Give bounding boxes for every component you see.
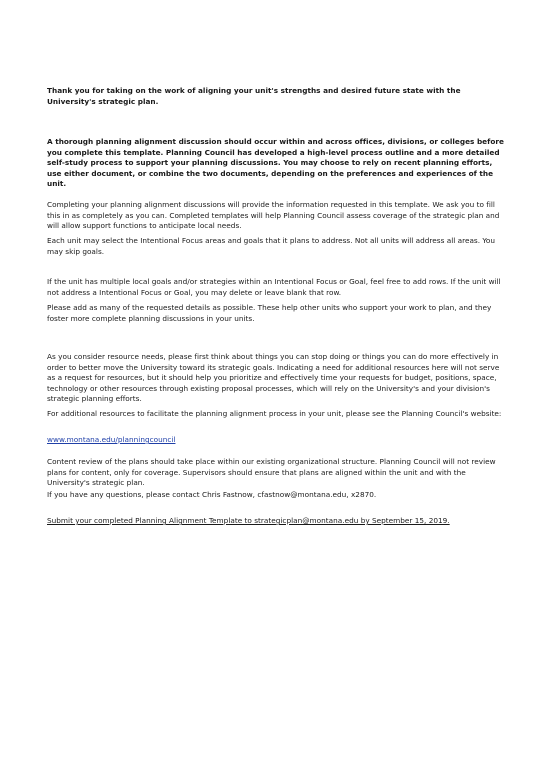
additional-resources-paragraph: For additional resources to facilitate the planning alignment process in your unit, please see the Planning Council's website: <box>47 409 502 418</box>
multiple-goals-paragraph: If the unit has multiple local goals and/or strategies within an Intentional Focus or Goal, feel free to add rows. If the unit will not address a Intentional Focus or Goal, you may delete or leave blank that row. <box>47 277 501 297</box>
intro-paragraph: Thank you for taking on the work of aligning your unit's strengths and desired future state with the University's strategic plan. <box>47 86 461 106</box>
unit-selection-paragraph: Each unit may select the Intentional Focus areas and goals that it plans to address. Not all units will address all areas. You may skip goals. <box>47 236 496 256</box>
planning-council-link[interactable]: www.montana.edu/planningcouncil <box>47 435 176 444</box>
website-link-line <box>47 435 509 446</box>
resources-paragraph: As you consider resource needs, please first think about things you can stop doing or things you can do more effectively in order to better move the University toward its strategic goals. Indicating a need for additional resources here will not serve as a request for resources, but it should help you prioritize and effectively time your requests for budget, positions, space, technology or other resources through existing proposal processes, which will rely on the University's and your division's strategic planning efforts. <box>47 352 500 404</box>
submit-instruction: Submit your completed Planning Alignment Template to strategicplan@montana.edu by September 15, 2019. <box>47 516 450 525</box>
content-review-paragraph: Content review of the plans should take place within our existing organizational structure. Planning Council will not review plans for content, only for coverage. Supervisors should ensure that plans are aligned within the unit and with the University's strategic plan. <box>47 457 496 488</box>
discussion-paragraph: A thorough planning alignment discussion should occur within and across offices, divisions, or colleges before you complete this template. Planning Council has developed a high-level process outline and a more detailed self-study process to support your planning discussions. You may choose to rely on recent planning efforts, use either document, or combine the two documents, depending on the preferences and experiences of the unit. <box>47 137 504 189</box>
questions-paragraph: If you have any questions, please contact Chris Fastnow, cfastnow@montana.edu, x2870. <box>47 490 377 499</box>
completing-paragraph: Completing your planning alignment discussions will provide the information requested in this template. We ask you to fill this in as completely as you can. Completed templates will help Planning Council assess coverage of the strategic plan and will allow support functions to anticipate local needs. <box>47 200 500 231</box>
add-details-paragraph: Please add as many of the requested details as possible. These help other units who support your work to plan, and they foster more complete planning discussions in your units. <box>47 303 492 323</box>
